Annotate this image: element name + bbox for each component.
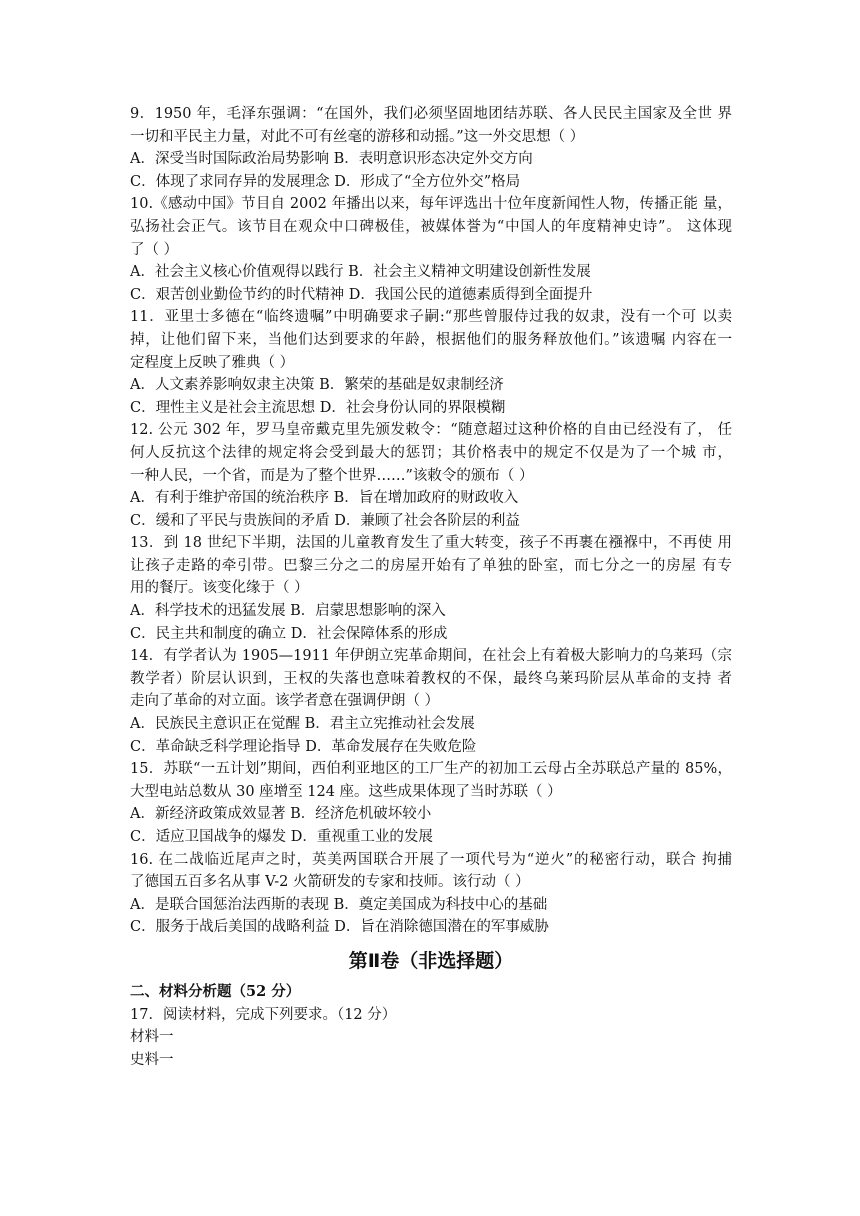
question-block [130,306,732,419]
question-stem-line: 教学者）阶层认识到，王权的失落也意味着教权的不保，最终乌莱玛阶层从革命的支持 者 [130,670,732,687]
question-stem-line: 12. 公元 302 年，罗马皇帝戴克里先颁发敕令：“随意超过这种价格的自由已经没有了， 任 [130,422,732,439]
question-stem-line: 10.《感动中国》节目自 2002 年播出以来，每年评选出十位年度新闻性人物，传播正能 量， [130,196,732,213]
question-block [130,758,732,848]
part-heading: 二、材料分析题（52 分） [130,982,301,1000]
answer-options-line: A．是联合国惩治法西斯的表现 B．奠定美国成为科技中心的基础 [130,896,548,913]
question-stem-line: 用的餐厅。该变化缘于（ ） [130,580,309,597]
answer-options-line: A．有利于维护帝国的统治秩序 B．旨在增加政府的财政收入 [130,490,519,507]
answer-options-line: C．体现了求同存异的发展理念 D．形成了“全方位外交”格局 [130,173,521,190]
answer-options-line: C．民主共和制度的确立 D．社会保障体系的形成 [130,625,448,642]
question-stem-line: 13．到 18 世纪下半期，法国的儿童教育发生了重大转变，孩子不再裹在襁褓中，不再使 用 [130,535,732,552]
question-stem-line: 一切和平民主力量，对此不可有丝毫的游移和动摇。”这一外交思想（ ） [130,128,585,145]
question-stem-line: 了（ ） [130,241,179,258]
question-stem-line: 让孩子走路的牵引带。巴黎三分之二的房屋开始有了单独的卧室，而七分之一的房屋 有专 [130,557,732,574]
question-block [130,849,732,939]
question-stem-line: 掉，让他们留下来，当他们达到要求的年龄，根据他们的服务释放他们。”该遗嘱 内容在一 [130,331,732,348]
answer-options-line: C．适应卫国战争的爆发 D．重视重工业的发展 [130,829,433,845]
question-block [130,103,732,193]
question-stem-line: 定程度上反映了雅典（ ） [130,354,295,371]
answer-options-line: C．艰苦创业勤俭节约的时代精神 D．我国公民的道德素质得到全面提升 [130,286,593,303]
answer-options-line: A．新经济政策成效显著 B．经济危机破坏较小 [130,806,432,823]
source-label: 史料一 [130,1051,174,1068]
question-stem-line: 了德国五百多名从事 V-2 火箭研发的专家和技师。该行动（ ） [130,874,530,891]
answer-options-line: C．服务于战后美国的战略利益 D．旨在消除德国潜在的军事威胁 [130,919,549,936]
answer-options-line: A．民族民主意识正在觉醒 B．君主立宪推动社会发展 [130,716,475,733]
question-block [130,193,732,306]
exam-page [130,103,732,1071]
answer-options-line: A．社会主义核心价值观得以践行 B．社会主义精神文明建设创新性发展 [130,264,591,281]
question-stem-line: 15．苏联“一五计划”期间，西伯利亚地区的工厂生产的初加工云母占全苏联总产量的 85%， [130,761,732,778]
question-block [130,532,732,645]
answer-options-line: A．人文素养影响奴隶主决策 B．繁荣的基础是奴隶制经济 [130,377,504,394]
question-stem-line: 何人反抗这个法律的规定将会受到最大的惩罚；其价格表中的规定不仅是为了一个城 市， [130,444,732,461]
answer-options-line: C．革命缺乏科学理论指导 D．革命发展存在失败危险 [130,738,477,755]
material-label: 材料一 [130,1029,174,1046]
question-stem-line: 弘扬社会正气。该节目在观众中口碑极佳，被媒体誉为“中国人的年度精神史诗”。 这体现 [130,218,732,235]
answer-options-line: A．科学技术的迅猛发展 B．启蒙思想影响的深入 [130,603,446,620]
section-title: 第Ⅱ卷（非选择题） [348,949,514,972]
answer-options-line: C．理性主义是社会主流思想 D．社会身份认同的界限模糊 [130,399,506,416]
question-stem-line: 一种人民，一个省，而是为了整个世界……”该敕令的颁布（ ） [130,467,534,484]
question-block [130,419,732,532]
question-stem-line: 11．亚里士多德在“临终遗嘱”中明确要求子嗣:“那些曾服侍过我的奴隶，没有一个可 以卖 [130,309,732,326]
question-stem-line: 走向了革命的对立面。该学者意在强调伊朗（ ） [130,693,440,710]
question-stem-line: 17．阅读材料，完成下列要求。（12 分） [130,1006,397,1023]
answer-options-line: C．缓和了平民与贵族间的矛盾 D．兼顾了社会各阶层的利益 [130,512,520,529]
question-block [130,645,732,758]
question-stem-line: 16. 在二战临近尾声之时，英美两国联合开展了一项代号为“逆火”的秘密行动，联合 拘捕 [130,851,732,868]
question-stem-line: 14．有学者认为 1905—1911 年伊朗立宪革命期间，在社会上有着极大影响力的乌莱玛（宗 [130,648,732,665]
answer-options-line: A．深受当时国际政治局势影响 B．表明意识形态决定外交方向 [130,151,533,168]
question-stem-line: 大型电站总数从 30 座增至 124 座。这些成果体现了当时苏联（ ） [130,783,562,800]
question-stem-line: 9．1950 年，毛泽东强调：“在国外，我们必须坚固地团结苏联、各人民民主国家及全世 界 [130,106,732,122]
